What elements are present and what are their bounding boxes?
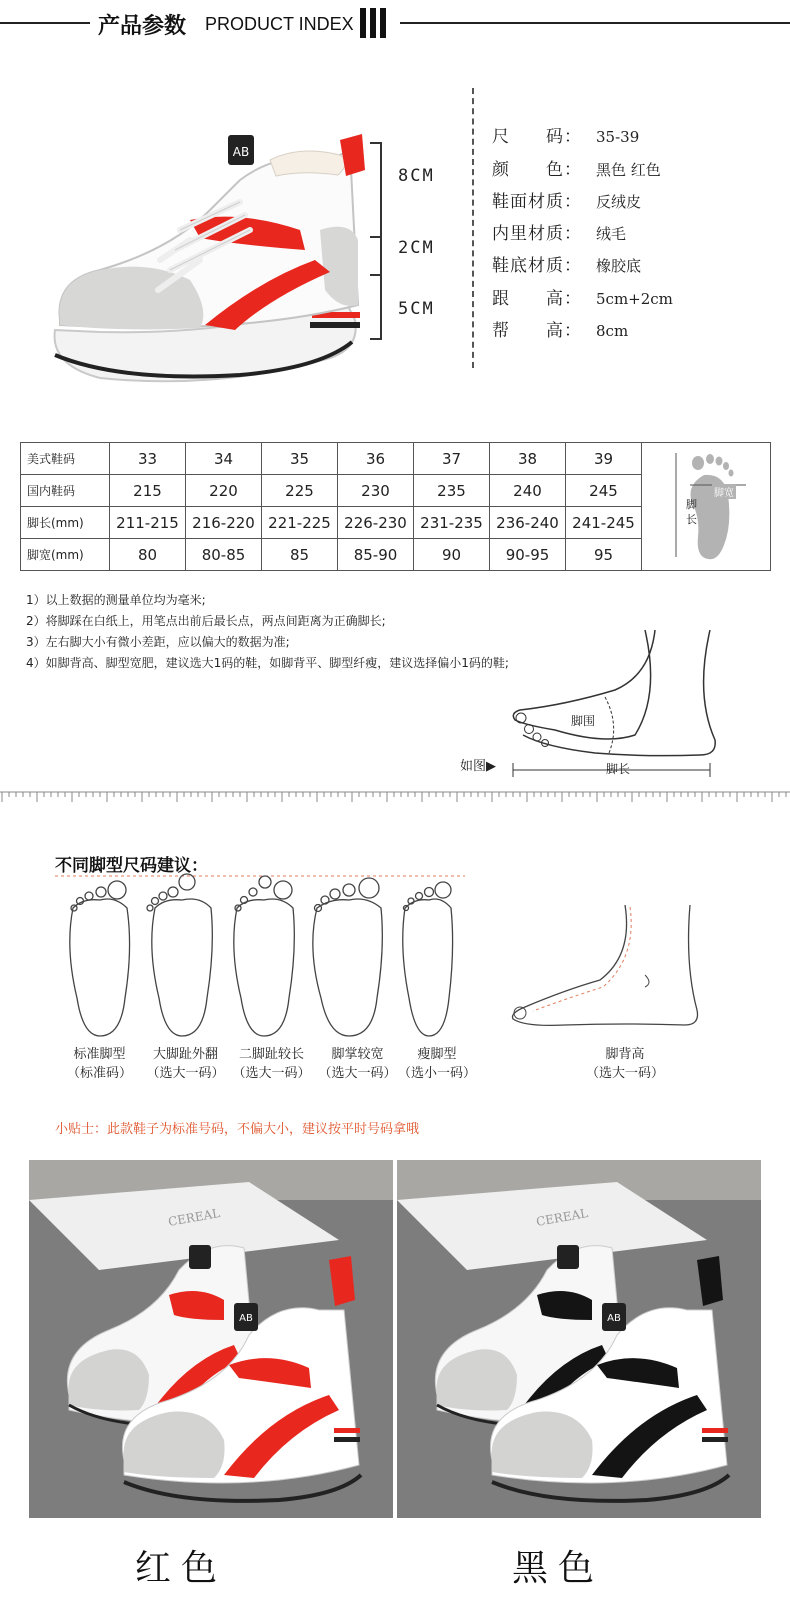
- table-cell: 39: [566, 443, 642, 475]
- table-cell: 241-245: [566, 507, 642, 539]
- note-line: 4）如脚背高、脚型宽肥，建议选大1码的鞋，如脚背平、脚型纤瘦，建议选择偏小1码的鞋;: [26, 656, 509, 670]
- table-row-label: 美式鞋码: [21, 443, 110, 475]
- table-row-label: 国内鞋码: [21, 475, 110, 507]
- dimension-tick: [370, 142, 382, 144]
- spec-row-upper-material: 鞋面材质： 反绒皮: [492, 192, 642, 212]
- dimension-bracket-sole: [380, 276, 382, 338]
- table-cell: 236-240: [490, 507, 566, 539]
- header-title-cn: 产品参数: [98, 14, 187, 39]
- table-cell: 34: [186, 443, 262, 475]
- dimension-bracket-upper: [380, 142, 382, 236]
- foot-girth-label: 脚围: [571, 714, 596, 728]
- note-line: 3）左右脚大小有微小差距，应以偏大的数据为准;: [26, 635, 290, 649]
- table-cell: 230: [338, 475, 414, 507]
- dimension-inner-label: 2CM: [398, 238, 435, 258]
- ruler-divider: [0, 790, 790, 806]
- foot-length-label: 脚长: [686, 498, 697, 526]
- table-cell: 90-95: [490, 539, 566, 571]
- table-cell: 85-90: [338, 539, 414, 571]
- table-cell: 38: [490, 443, 566, 475]
- footprint-icon: [646, 445, 766, 565]
- foot-type-long-second-toe: 二脚趾较长 （选大一码）: [232, 1047, 311, 1081]
- table-cell: 225: [262, 475, 338, 507]
- table-cell: 80: [110, 539, 186, 571]
- high-instep-diagram: [505, 895, 705, 1045]
- dimension-bracket-inner: [380, 238, 382, 274]
- foot-type-slim: 瘦脚型 （选小一码）: [397, 1047, 476, 1081]
- product-photo-black-image: [397, 1160, 761, 1518]
- header-title-en: PRODUCT INDEX: [205, 14, 354, 34]
- table-cell: 35: [262, 443, 338, 475]
- dimension-sole-label: 5CM: [398, 299, 435, 319]
- header-rule-left: [0, 22, 90, 24]
- product-photo-black: [397, 1160, 761, 1518]
- table-cell: 80-85: [186, 539, 262, 571]
- table-cell: 235: [414, 475, 490, 507]
- note-line: 1）以上数据的测量单位均为毫米;: [26, 593, 206, 607]
- spec-row-upper-height: 帮 高： 8cm: [492, 321, 629, 341]
- as-shown-label: 如图▶: [460, 759, 496, 774]
- spec-row-sole-material: 鞋底材质： 橡胶底: [492, 256, 642, 276]
- table-cell: 220: [186, 475, 262, 507]
- table-cell: 215: [110, 475, 186, 507]
- photo-box-text: CEREAL: [167, 1206, 222, 1229]
- product-photo-red-image: [29, 1160, 393, 1518]
- size-tip: 小贴士：此款鞋子为标准号码，不偏大小，建议按平时号码拿哦: [55, 1122, 420, 1137]
- table-cell: 36: [338, 443, 414, 475]
- table-cell: 221-225: [262, 507, 338, 539]
- table-cell: 216-220: [186, 507, 262, 539]
- product-photo-red: [29, 1160, 393, 1518]
- foot-types-title: 不同脚型尺码建议：: [55, 856, 208, 876]
- table-row-label: 脚长(mm): [21, 507, 110, 539]
- foot-type-standard: 标准脚型 （标准码）: [66, 1047, 132, 1081]
- foot-width-label: 脚宽: [712, 484, 736, 499]
- table-cell: 95: [566, 539, 642, 571]
- foot-diagram-cell: [642, 443, 771, 571]
- table-cell: 245: [566, 475, 642, 507]
- table-cell: 37: [414, 443, 490, 475]
- note-line: 2）将脚踩在白纸上，用笔点出前后最长点，两点间距离为正确脚长;: [26, 614, 386, 628]
- spec-row-color: 颜 色： 黑色 红色: [492, 160, 661, 180]
- table-cell: 231-235: [414, 507, 490, 539]
- table-cell: 226-230: [338, 507, 414, 539]
- table-row-label: 脚宽(mm): [21, 539, 110, 571]
- spec-row-heel-height: 跟 高： 5cm+2cm: [492, 289, 673, 309]
- dimension-upper-label: 8CM: [398, 166, 435, 186]
- photo-badge-text: AB: [607, 1313, 621, 1324]
- spec-row-lining-material: 内里材质： 绒毛: [492, 224, 627, 244]
- foot-type-high-instep: 脚背高 （选大一码）: [585, 1047, 664, 1081]
- header-rule-right: [400, 22, 790, 24]
- color-name-red: 红色: [135, 1548, 228, 1589]
- table-cell: 90: [414, 539, 490, 571]
- table-cell: 33: [110, 443, 186, 475]
- spec-divider: [472, 88, 474, 368]
- spec-row-size: 尺 码： 35-39: [492, 127, 640, 147]
- spec-shoe-image: [40, 120, 380, 390]
- measurement-notes: [26, 590, 509, 674]
- header-bars-decoration: [360, 8, 390, 42]
- dimension-tick: [370, 338, 382, 340]
- photo-box-text: CEREAL: [535, 1206, 590, 1229]
- foot-type-bunion: 大脚趾外翻 （选大一码）: [146, 1047, 225, 1081]
- color-name-black: 黑色: [512, 1548, 605, 1589]
- spec-shoe-badge-text: AB: [232, 145, 250, 159]
- photo-badge-text: AB: [239, 1313, 253, 1324]
- table-cell: 85: [262, 539, 338, 571]
- foot-type-diagrams: [55, 868, 475, 1048]
- foot-length-measure-label: 脚长: [606, 762, 631, 776]
- size-table: [20, 442, 771, 571]
- table-cell: 211-215: [110, 507, 186, 539]
- foot-type-wide: 脚掌较宽 （选大一码）: [318, 1047, 397, 1081]
- table-cell: 240: [490, 475, 566, 507]
- table-row: [21, 443, 771, 475]
